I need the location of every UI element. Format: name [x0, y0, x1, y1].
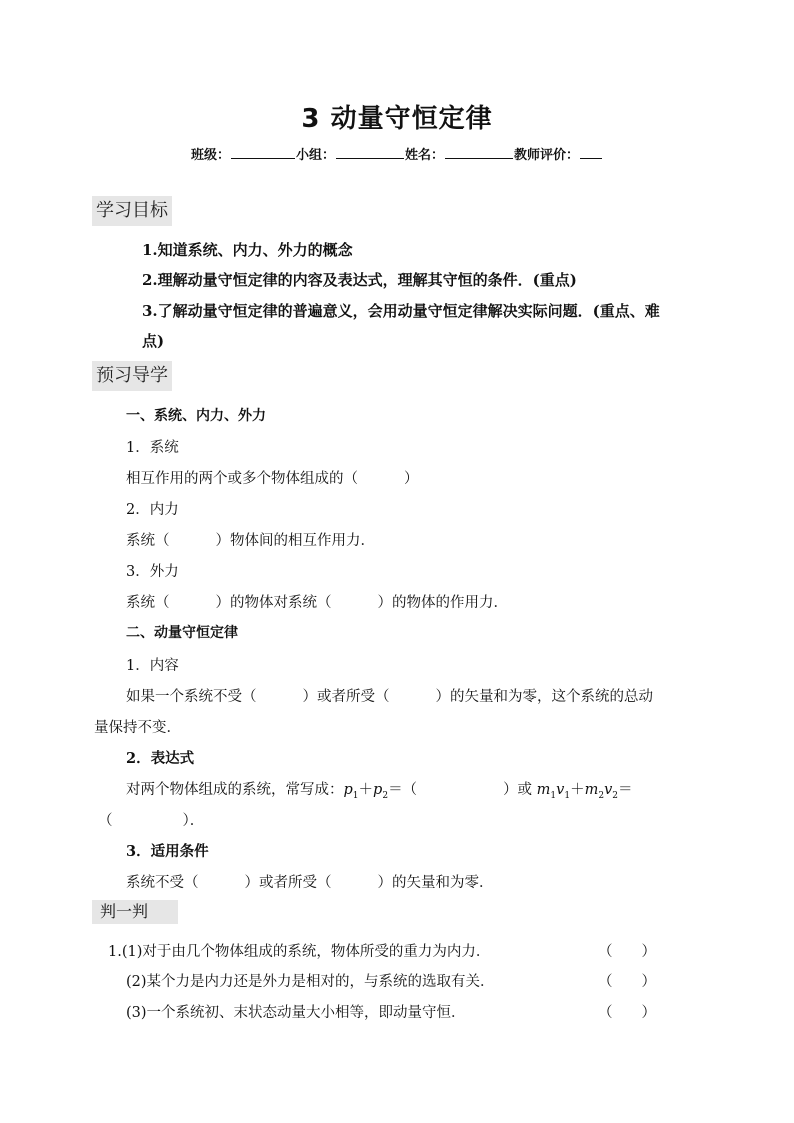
judge-question-1: 1.(1)对于由几个物体组成的系统，物体所受的重力为内力． [108, 944, 491, 960]
section-judge: 判一判 [92, 900, 178, 924]
page-title: 3 动量守恒定律 [301, 104, 493, 134]
external-definition [126, 591, 508, 612]
sub-conditions-title: 3．适用条件 [126, 843, 209, 860]
text: ）的矢量和为零，这个系统的总动 [435, 689, 653, 705]
sub-expression-title: 2．表达式 [126, 750, 195, 767]
text: 系统（ [126, 595, 170, 611]
section-preview: 预习导学 [92, 361, 172, 391]
text: ） [404, 471, 419, 487]
sub-system-title: 1．系统 [126, 440, 179, 456]
goal-1: 1.知道系统、内力、外力的概念 [142, 241, 353, 259]
sub-content-title: 1．内容 [126, 658, 179, 674]
judge-answer-3[interactable]: （ ） [598, 1005, 656, 1021]
teacher-label: 教师评价： [514, 148, 580, 163]
text: ）的矢量和为零． [377, 875, 494, 891]
goal-2: 2.理解动量守恒定律的内容及表达式，理解其守恒的条件．(重点) [142, 271, 577, 289]
text: ＝（ [388, 782, 418, 798]
text: 系统（ [126, 533, 170, 549]
text: （ [98, 813, 113, 829]
judge-answer-1[interactable]: （ ） [598, 944, 656, 960]
text: ）或者所受（ [244, 875, 332, 891]
text: 系统不受（ [126, 875, 199, 891]
formula-m1v1-m2v2: $m_1v_1+m_2v_2$ [536, 782, 619, 801]
class-blank[interactable] [231, 146, 295, 159]
text: ）的物体对系统（ [215, 595, 332, 611]
judge-question-2: (2)某个力是内力还是外力是相对的，与系统的选取有关． [126, 974, 495, 990]
name-label: 姓名： [405, 148, 445, 163]
content-line-2: 量保持不变． [94, 720, 181, 736]
expression-line-1 [126, 778, 633, 801]
student-info-line [0, 144, 794, 163]
group-label: 小组： [295, 148, 335, 163]
teacher-blank[interactable] [580, 146, 602, 159]
text: ）的物体的作用力． [377, 595, 508, 611]
name-blank[interactable] [445, 146, 513, 159]
sub-internal-title: 2．内力 [126, 502, 179, 518]
heading-system: 一、系统、内力、外力 [126, 408, 266, 424]
text: 相互作用的两个或多个物体组成的（ [126, 471, 358, 487]
text: ＝ [618, 782, 633, 798]
text: 对两个物体组成的系统，常写成： [126, 782, 344, 798]
text: ）或者所受（ [302, 689, 390, 705]
text: 如果一个系统不受（ [126, 689, 257, 705]
heading-momentum-law: 二、动量守恒定律 [126, 625, 238, 641]
class-label: 班级： [190, 148, 230, 163]
text: ）． [182, 813, 205, 829]
text: ）物体间的相互作用力． [215, 533, 375, 549]
internal-definition [126, 529, 375, 550]
conditions-line [126, 871, 494, 892]
system-definition [126, 467, 419, 488]
judge-answer-2[interactable]: （ ） [598, 974, 656, 990]
section-goals: 学习目标 [92, 196, 172, 226]
formula-p1-p2: $p_1+p_2$ [343, 782, 389, 801]
text: ）或 [503, 782, 533, 798]
sub-external-title: 3．外力 [126, 564, 179, 580]
content-line-1 [126, 685, 653, 706]
goal-3: 3.了解动量守恒定律的普遍意义，会用动量守恒定律解决实际问题．(重点、难 [142, 302, 660, 320]
expression-line-2 [98, 809, 204, 830]
group-blank[interactable] [336, 146, 404, 159]
goal-3-cont: 点) [142, 332, 165, 350]
judge-question-3: (3)一个系统初、末状态动量大小相等，即动量守恒． [126, 1005, 466, 1021]
